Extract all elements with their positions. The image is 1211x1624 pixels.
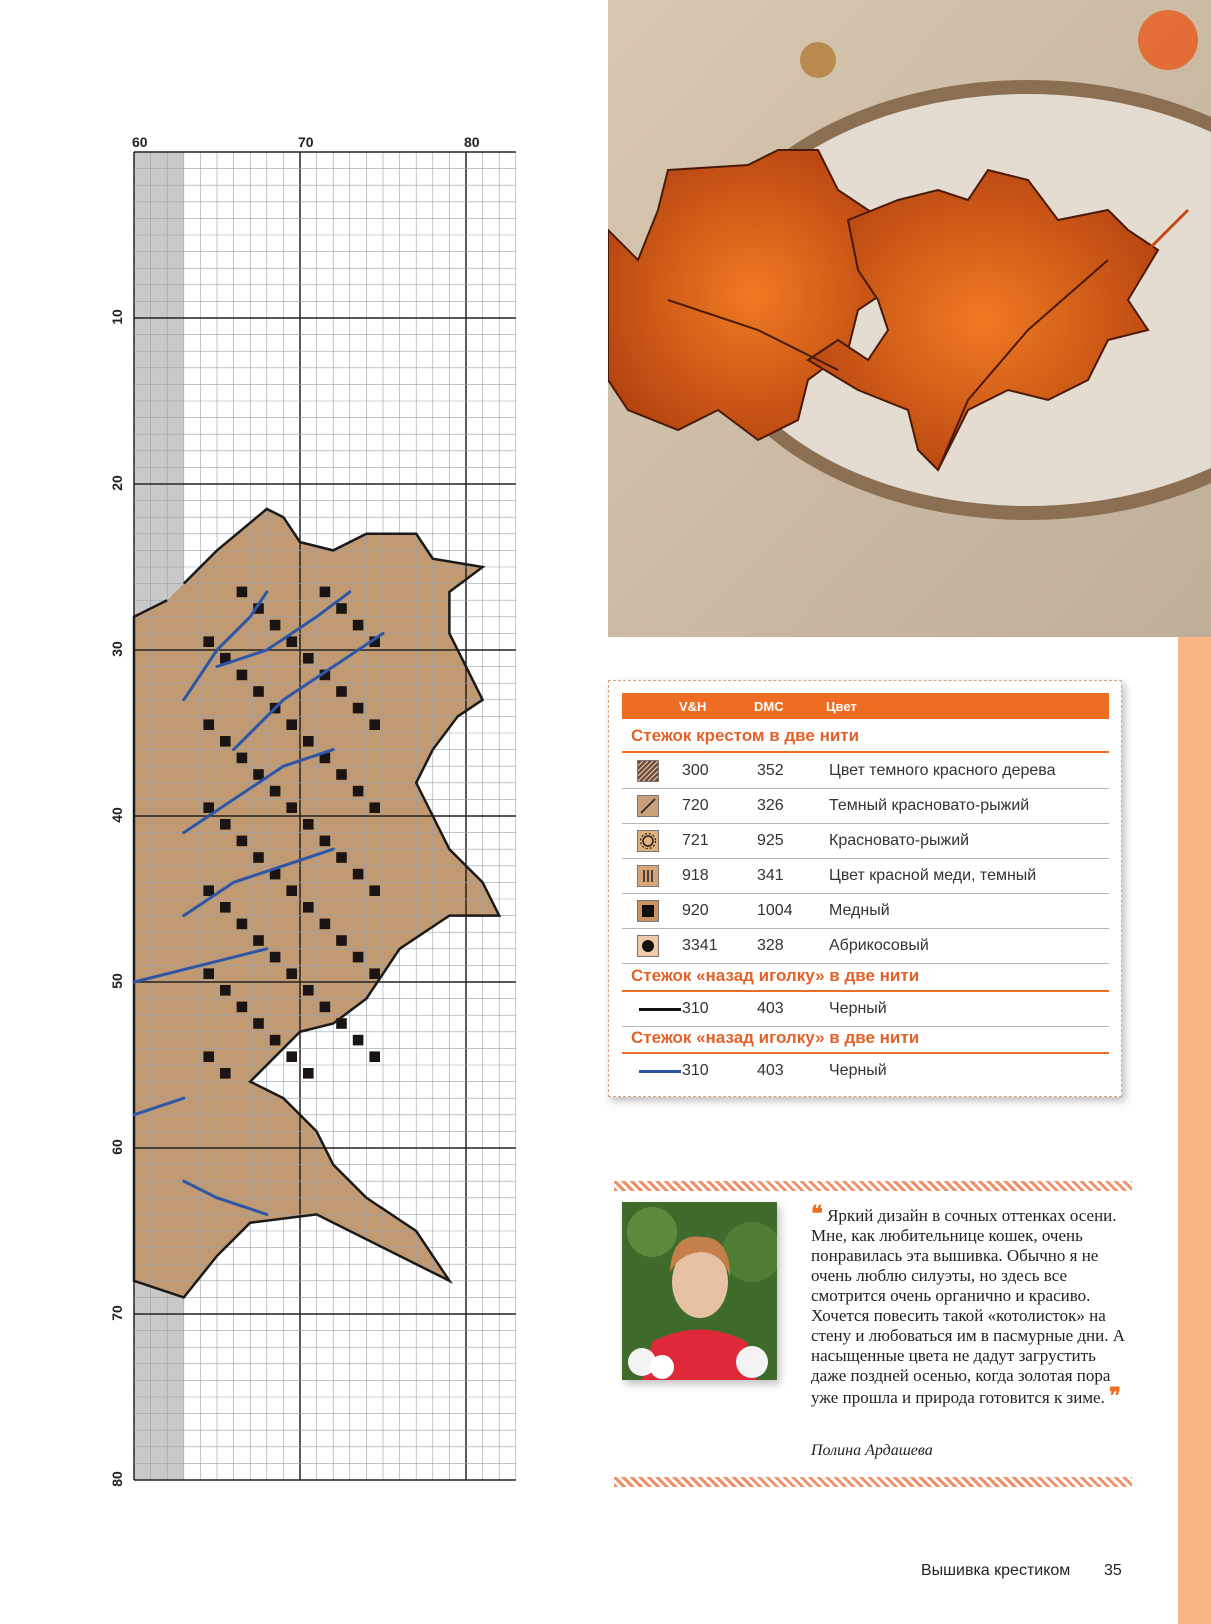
stitch-square: [353, 703, 364, 714]
stitch-square: [353, 1035, 364, 1046]
section-back1-title: Стежок «назад иголку» в две нити: [631, 966, 920, 985]
row-label: 60: [108, 1139, 125, 1155]
color-name: Цвет темного красного дерева: [829, 762, 1056, 779]
close-quote-icon: ❞: [1109, 1383, 1121, 1408]
stitch-square: [336, 935, 347, 946]
stitch-square: [237, 919, 248, 930]
blue-line-icon: [639, 1070, 681, 1073]
stitch-square: [286, 968, 297, 979]
stitch-square: [253, 686, 264, 697]
vh-code: 720: [682, 797, 709, 814]
section-back2-title: Стежок «назад иголку» в две нити: [631, 1028, 920, 1047]
dmc-code: 925: [757, 832, 784, 849]
color-name: Темный красновато-рыжий: [829, 797, 1030, 814]
row-label: 20: [108, 475, 125, 491]
vh-code: 721: [682, 832, 709, 849]
stitch-square: [336, 603, 347, 614]
legend-header: [622, 693, 1109, 719]
vh-code: 310: [682, 1062, 709, 1079]
stitch-square: [336, 686, 347, 697]
slash-icon: [637, 795, 659, 817]
section-divider: [622, 751, 1109, 753]
dmc-code: 352: [757, 762, 784, 779]
color-name: Черный: [829, 1000, 887, 1017]
stitch-square: [220, 819, 231, 830]
stitch-square: [286, 802, 297, 813]
stitch-square: [369, 719, 380, 730]
color-name: Черный: [829, 1062, 887, 1079]
dmc-code: 1004: [757, 902, 793, 919]
stitch-square: [253, 1018, 264, 1029]
stitch-square: [203, 1051, 214, 1062]
gear-circle-icon: [637, 830, 659, 852]
stitch-square: [253, 852, 264, 863]
stitch-square: [270, 1035, 281, 1046]
vh-code: 300: [682, 762, 709, 779]
header-dmc: DMC: [754, 699, 784, 714]
embroidery-photo: [608, 0, 1211, 637]
stitch-square: [253, 935, 264, 946]
stitch-square: [220, 1068, 231, 1079]
dmc-code: 326: [757, 797, 784, 814]
dmc-code: 328: [757, 937, 784, 954]
stitch-square: [336, 769, 347, 780]
cross-stitch-row: [622, 859, 1109, 894]
color-legend: [608, 680, 1122, 1097]
stitch-square: [286, 636, 297, 647]
stitch-square: [303, 736, 314, 747]
author-portrait: [622, 1202, 777, 1380]
column-label: 70: [298, 134, 314, 150]
stitch-square: [220, 736, 231, 747]
stitch-square: [270, 620, 281, 631]
stitch-square: [203, 885, 214, 896]
dmc-code: 341: [757, 867, 784, 884]
dmc-code: 403: [757, 1062, 784, 1079]
row-label: 30: [108, 641, 125, 657]
stitch-square: [369, 1051, 380, 1062]
footer-title: Вышивка крестиком: [921, 1562, 1071, 1579]
stitch-square: [320, 919, 331, 930]
section-cross-title: Стежок крестом в две нити: [631, 726, 860, 745]
color-name: Красновато-рыжий: [829, 832, 970, 849]
stitch-square: [303, 985, 314, 996]
column-label: 60: [132, 134, 148, 150]
stitch-square: [353, 869, 364, 880]
stitch-square: [220, 985, 231, 996]
cross-stitch-row: [622, 754, 1109, 789]
cross-stitch-row: [622, 789, 1109, 824]
stitch-square: [220, 902, 231, 913]
stitch-square: [320, 587, 331, 598]
stitch-square: [320, 836, 331, 847]
cross-stitch-row: [622, 894, 1109, 929]
filled-circle-icon: [637, 935, 659, 957]
vh-code: 310: [682, 1000, 709, 1017]
stitch-square: [286, 719, 297, 730]
color-name: Медный: [829, 902, 890, 919]
filled-square-icon: [637, 900, 659, 922]
vh-code: 920: [682, 902, 709, 919]
stitch-square: [303, 819, 314, 830]
stitch-square: [270, 786, 281, 797]
chart-grid: [105, 130, 525, 1490]
column-label: 80: [464, 134, 480, 150]
row-label: 40: [108, 807, 125, 823]
stitch-square: [237, 1002, 248, 1013]
decorative-side-bar: [1178, 637, 1211, 1624]
stitch-square: [320, 1002, 331, 1013]
row-label: 50: [108, 973, 125, 989]
black-line-icon: [639, 1008, 681, 1011]
stitch-square: [353, 620, 364, 631]
stitch-square: [369, 802, 380, 813]
cross-stitch-row: [622, 929, 1109, 964]
stitch-square: [237, 753, 248, 764]
row-label: 10: [108, 309, 125, 325]
vh-code: 918: [682, 867, 709, 884]
quote-text: Яркий дизайн в сочных оттенках осени. Мне, как любительнице кошек, очень понравилась эта вышивка. Обычно я не очень люблю силуэты, но здесь все смотрится очень органично и красиво. Хочется повесить такой «котолисток» на стену и любоваться им в пасмурные дни. А насыщенные цвета не дадут загрустить даже поздней осенью, когда золотая пора уже прошла и природа готовится к зиме.: [811, 1206, 1126, 1407]
stitch-square: [203, 636, 214, 647]
zigzag-border-top: [614, 1181, 1132, 1191]
stitch-square: [353, 952, 364, 963]
open-quote-icon: ❝: [811, 1201, 823, 1226]
stitch-square: [237, 670, 248, 681]
page-number: 35: [1104, 1562, 1122, 1579]
stitch-square: [286, 885, 297, 896]
header-vh: V&H: [679, 699, 707, 714]
cross-stitch-row: [622, 824, 1109, 859]
color-name: Цвет красной меди, темный: [829, 867, 1037, 884]
row-label: 80: [108, 1471, 125, 1487]
stitch-square: [203, 719, 214, 730]
stitch-square: [353, 786, 364, 797]
stitch-square: [237, 587, 248, 598]
zigzag-border-bottom: [614, 1477, 1132, 1487]
stitch-square: [336, 852, 347, 863]
stitch-square: [303, 902, 314, 913]
stitch-square: [270, 952, 281, 963]
quote-author: Полина Ардашева: [811, 1442, 933, 1459]
backstitch-row-blue: [622, 1054, 1109, 1088]
quote-text-block: [811, 1201, 1131, 1408]
cross-stitch-chart: [105, 130, 525, 1490]
stitch-square: [369, 968, 380, 979]
stitch-square: [303, 653, 314, 664]
dmc-code: 403: [757, 1000, 784, 1017]
row-label: 70: [108, 1305, 125, 1321]
stitch-square: [203, 802, 214, 813]
backstitch-row-black: [622, 992, 1109, 1027]
color-name: Абрикосовый: [829, 937, 929, 954]
stitch-square: [237, 836, 248, 847]
stitch-square: [369, 885, 380, 896]
header-color: Цвет: [826, 699, 857, 714]
diagonal-hatch-icon: [637, 760, 659, 782]
stitch-square: [303, 1068, 314, 1079]
stitch-square: [203, 968, 214, 979]
stitch-square: [286, 1051, 297, 1062]
vh-code: 3341: [682, 937, 718, 954]
stitch-square: [253, 769, 264, 780]
vertical-bars-icon: [637, 865, 659, 887]
